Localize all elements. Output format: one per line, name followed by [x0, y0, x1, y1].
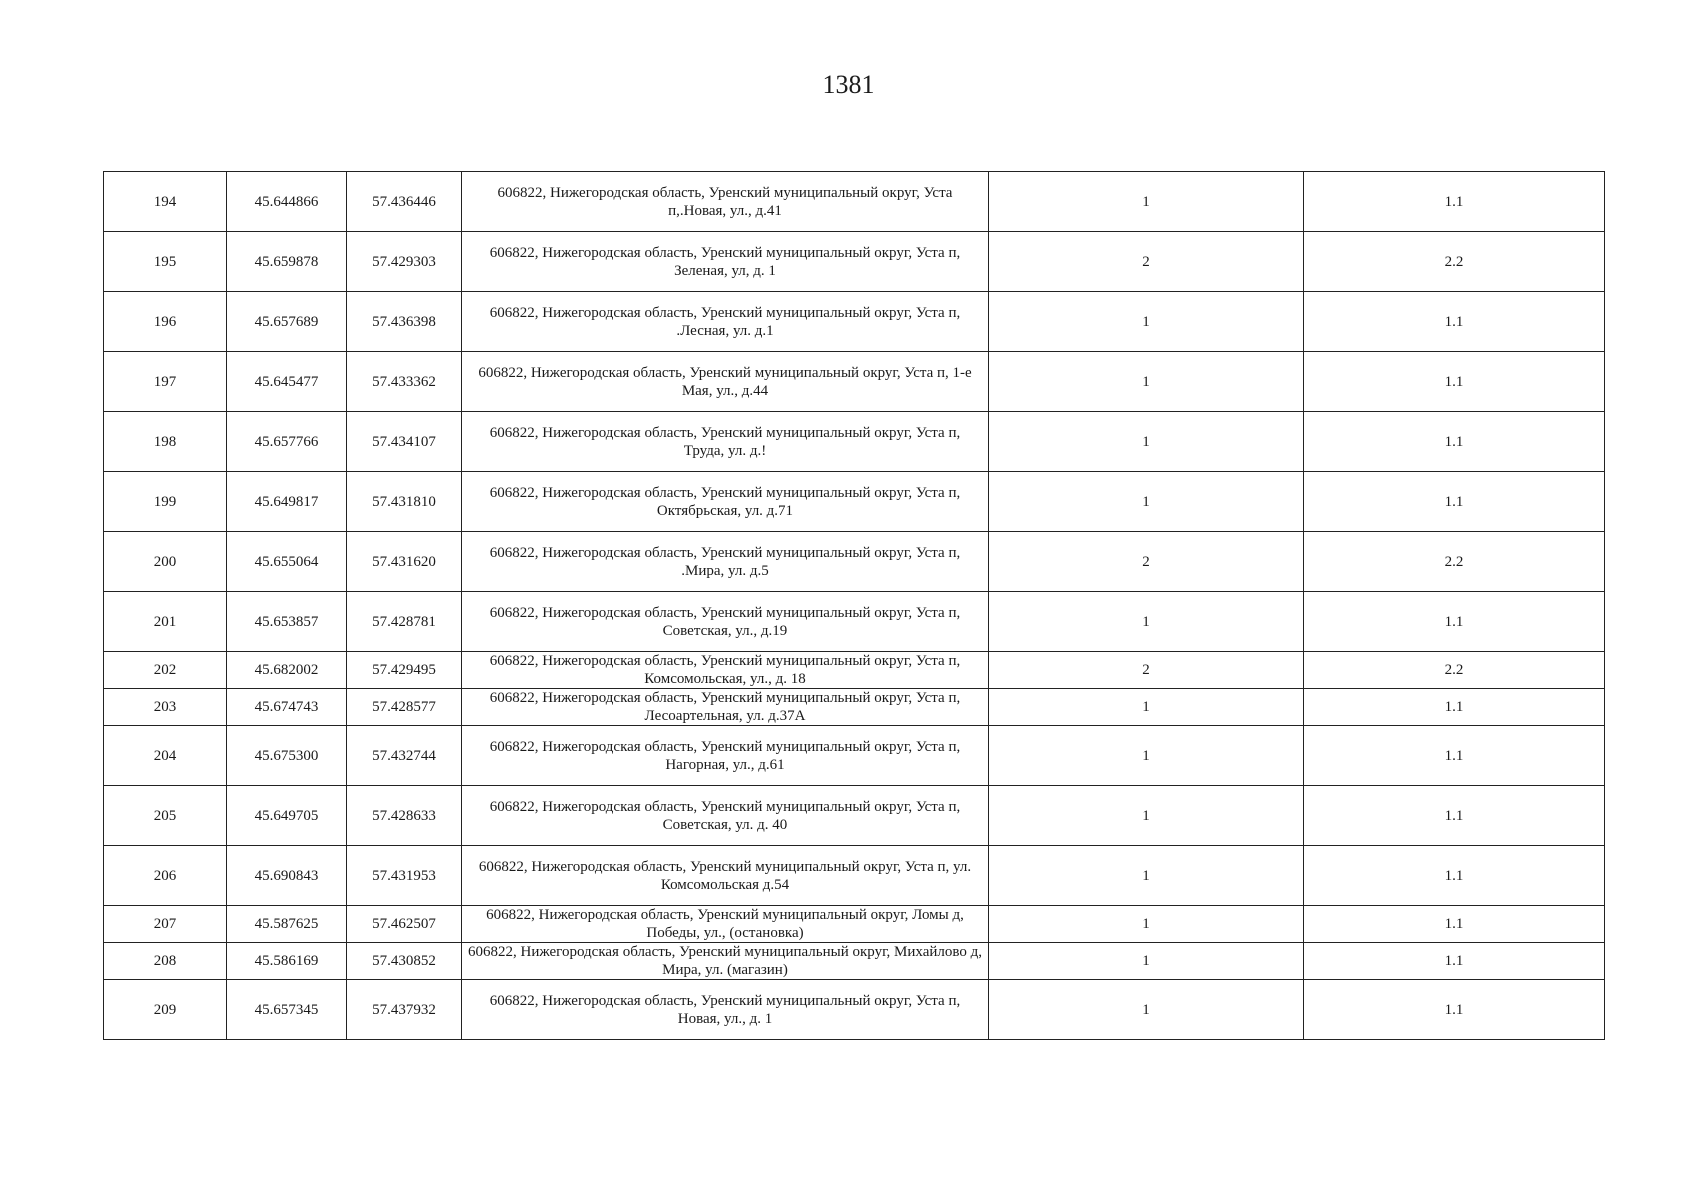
container-code-cell: 1.1 — [1304, 786, 1605, 846]
row-number-cell: 197 — [104, 352, 227, 412]
container-count-cell: 1 — [989, 689, 1304, 726]
container-code-cell: 2.2 — [1304, 232, 1605, 292]
latitude-cell: 57.429495 — [347, 652, 462, 689]
container-count-cell: 1 — [989, 592, 1304, 652]
longitude-cell: 45.690843 — [227, 846, 347, 906]
longitude-cell: 45.659878 — [227, 232, 347, 292]
container-count-cell: 1 — [989, 980, 1304, 1040]
latitude-cell: 57.428633 — [347, 786, 462, 846]
container-code-cell: 1.1 — [1304, 846, 1605, 906]
longitude-cell: 45.653857 — [227, 592, 347, 652]
latitude-cell: 57.434107 — [347, 412, 462, 472]
address-cell: 606822, Нижегородская область, Уренский муниципальный округ, Уста п, 1-е Мая, ул., д.44 — [462, 352, 989, 412]
container-code-cell: 1.1 — [1304, 592, 1605, 652]
container-count-cell: 1 — [989, 786, 1304, 846]
container-code-cell: 1.1 — [1304, 412, 1605, 472]
table-row — [104, 943, 1605, 980]
address-cell: 606822, Нижегородская область, Уренский муниципальный округ, Михайлово д, Мира, ул. (магазин) — [462, 943, 989, 980]
table-row — [104, 412, 1605, 472]
table-row — [104, 232, 1605, 292]
address-cell: 606822, Нижегородская область, Уренский муниципальный округ, Уста п, Комсомольская, ул., д. 18 — [462, 652, 989, 689]
table-row — [104, 652, 1605, 689]
row-number-cell: 194 — [104, 172, 227, 232]
latitude-cell: 57.436398 — [347, 292, 462, 352]
latitude-cell: 57.462507 — [347, 906, 462, 943]
row-number-cell: 199 — [104, 472, 227, 532]
longitude-cell: 45.657689 — [227, 292, 347, 352]
row-number-cell: 195 — [104, 232, 227, 292]
longitude-cell: 45.682002 — [227, 652, 347, 689]
address-cell: 606822, Нижегородская область, Уренский муниципальный округ, Уста п, Нагорная, ул., д.61 — [462, 726, 989, 786]
address-cell: 606822, Нижегородская область, Уренский муниципальный округ, Уста п, Новая, ул., д. 1 — [462, 980, 989, 1040]
latitude-cell: 57.432744 — [347, 726, 462, 786]
address-cell: 606822, Нижегородская область, Уренский муниципальный округ, Уста п, Лесоартельная, ул. д.37А — [462, 689, 989, 726]
table-row — [104, 906, 1605, 943]
table-row — [104, 786, 1605, 846]
address-cell: 606822, Нижегородская область, Уренский муниципальный округ, Ломы д, Победы, ул., (остановка) — [462, 906, 989, 943]
longitude-cell: 45.586169 — [227, 943, 347, 980]
latitude-cell: 57.437932 — [347, 980, 462, 1040]
address-cell: 606822, Нижегородская область, Уренский муниципальный округ, Уста п, .Лесная, ул. д.1 — [462, 292, 989, 352]
table-row — [104, 172, 1605, 232]
row-number-cell: 206 — [104, 846, 227, 906]
container-code-cell: 2.2 — [1304, 532, 1605, 592]
longitude-cell: 45.675300 — [227, 726, 347, 786]
table-row — [104, 472, 1605, 532]
row-number-cell: 204 — [104, 726, 227, 786]
table-row — [104, 726, 1605, 786]
container-count-cell: 2 — [989, 652, 1304, 689]
row-number-cell: 196 — [104, 292, 227, 352]
table-row — [104, 980, 1605, 1040]
address-cell: 606822, Нижегородская область, Уренский муниципальный округ, Уста п, Труда, ул. д.! — [462, 412, 989, 472]
container-code-cell: 1.1 — [1304, 172, 1605, 232]
address-cell: 606822, Нижегородская область, Уренский муниципальный округ, Уста п, Советская, ул. д. 40 — [462, 786, 989, 846]
container-count-cell: 1 — [989, 726, 1304, 786]
container-code-cell: 1.1 — [1304, 943, 1605, 980]
address-cell: 606822, Нижегородская область, Уренский муниципальный округ, Уста п, ул. Комсомольская д.54 — [462, 846, 989, 906]
address-cell: 606822, Нижегородская область, Уренский муниципальный округ, Уста п, Октябрьская, ул. д.71 — [462, 472, 989, 532]
row-number-cell: 200 — [104, 532, 227, 592]
table-row — [104, 352, 1605, 412]
row-number-cell: 202 — [104, 652, 227, 689]
registry-table-body — [104, 172, 1605, 1040]
row-number-cell: 205 — [104, 786, 227, 846]
table-row — [104, 689, 1605, 726]
latitude-cell: 57.429303 — [347, 232, 462, 292]
container-code-cell: 1.1 — [1304, 689, 1605, 726]
container-code-cell: 1.1 — [1304, 292, 1605, 352]
latitude-cell: 57.428781 — [347, 592, 462, 652]
page-number: 1381 — [822, 70, 875, 99]
row-number-cell: 203 — [104, 689, 227, 726]
table-row — [104, 592, 1605, 652]
address-cell: 606822, Нижегородская область, Уренский муниципальный округ, Уста п, .Мира, ул. д.5 — [462, 532, 989, 592]
latitude-cell: 57.433362 — [347, 352, 462, 412]
latitude-cell: 57.431620 — [347, 532, 462, 592]
container-code-cell: 1.1 — [1304, 726, 1605, 786]
row-number-cell: 201 — [104, 592, 227, 652]
row-number-cell: 209 — [104, 980, 227, 1040]
container-count-cell: 1 — [989, 906, 1304, 943]
row-number-cell: 207 — [104, 906, 227, 943]
longitude-cell: 45.657345 — [227, 980, 347, 1040]
row-number-cell: 208 — [104, 943, 227, 980]
registry-table — [103, 171, 1605, 1040]
longitude-cell: 45.644866 — [227, 172, 347, 232]
container-count-cell: 1 — [989, 292, 1304, 352]
longitude-cell: 45.674743 — [227, 689, 347, 726]
longitude-cell: 45.649705 — [227, 786, 347, 846]
longitude-cell: 45.657766 — [227, 412, 347, 472]
latitude-cell: 57.431810 — [347, 472, 462, 532]
table-row — [104, 532, 1605, 592]
table-row — [104, 292, 1605, 352]
longitude-cell: 45.645477 — [227, 352, 347, 412]
container-count-cell: 1 — [989, 472, 1304, 532]
container-count-cell: 1 — [989, 846, 1304, 906]
container-count-cell: 1 — [989, 943, 1304, 980]
longitude-cell: 45.649817 — [227, 472, 347, 532]
longitude-cell: 45.655064 — [227, 532, 347, 592]
table-row — [104, 846, 1605, 906]
address-cell: 606822, Нижегородская область, Уренский муниципальный округ, Уста п, Советская, ул., д.19 — [462, 592, 989, 652]
row-number-cell: 198 — [104, 412, 227, 472]
container-code-cell: 2.2 — [1304, 652, 1605, 689]
container-count-cell: 1 — [989, 172, 1304, 232]
container-code-cell: 1.1 — [1304, 352, 1605, 412]
container-code-cell: 1.1 — [1304, 906, 1605, 943]
container-code-cell: 1.1 — [1304, 980, 1605, 1040]
address-cell: 606822, Нижегородская область, Уренский муниципальный округ, Уста п,.Новая, ул., д.41 — [462, 172, 989, 232]
latitude-cell: 57.431953 — [347, 846, 462, 906]
container-code-cell: 1.1 — [1304, 472, 1605, 532]
container-count-cell: 2 — [989, 232, 1304, 292]
container-count-cell: 1 — [989, 412, 1304, 472]
latitude-cell: 57.436446 — [347, 172, 462, 232]
container-count-cell: 2 — [989, 532, 1304, 592]
latitude-cell: 57.430852 — [347, 943, 462, 980]
address-cell: 606822, Нижегородская область, Уренский муниципальный округ, Уста п, Зеленая, ул, д. 1 — [462, 232, 989, 292]
latitude-cell: 57.428577 — [347, 689, 462, 726]
longitude-cell: 45.587625 — [227, 906, 347, 943]
container-count-cell: 1 — [989, 352, 1304, 412]
